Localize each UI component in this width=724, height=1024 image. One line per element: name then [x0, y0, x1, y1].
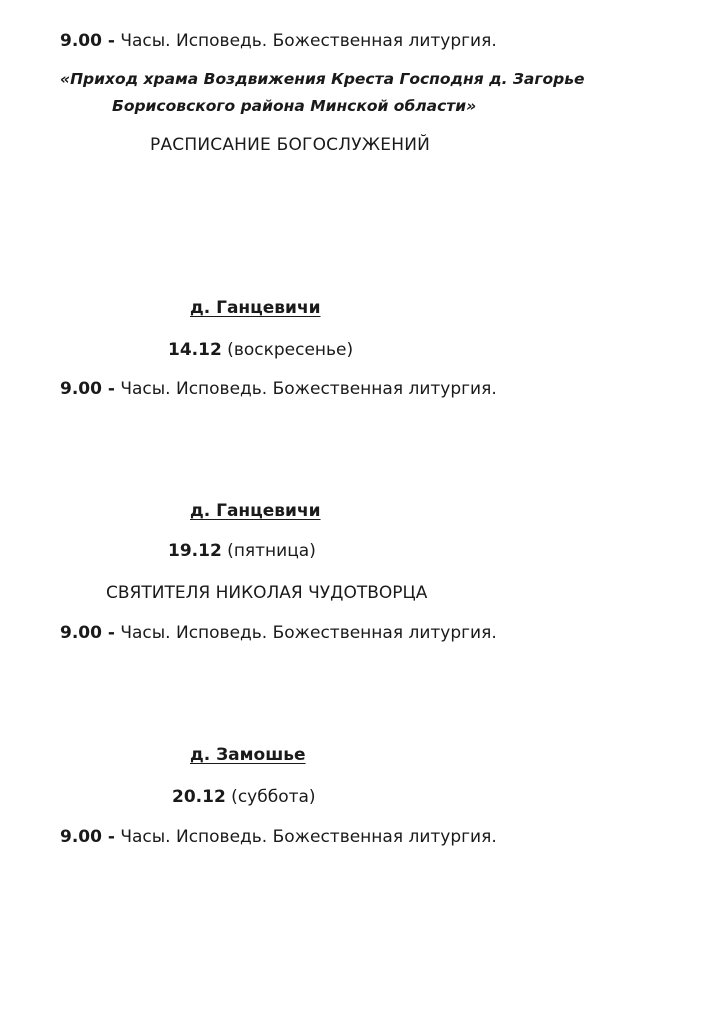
parish-header-line-1: «Приход храма Воздвижения Креста Господня д. Загорье — [60, 70, 585, 88]
service-time: 9.00 - — [60, 623, 115, 643]
service-date: 14.12 — [168, 340, 222, 360]
service-date: 20.12 — [172, 787, 226, 807]
service-text: Часы. Исповедь. Божественная литургия. — [114, 379, 497, 399]
service-line — [60, 622, 497, 644]
service-text: Часы. Исповедь. Божественная литургия. — [114, 623, 497, 643]
service-text: Часы. Исповедь. Божественная литургия. — [114, 31, 497, 51]
service-time: 9.00 - — [60, 379, 115, 399]
feast-name: СВЯТИТЕЛЯ НИКОЛАЯ ЧУДОТВОРЦА — [106, 583, 428, 603]
top-service-line — [60, 30, 497, 52]
service-time: 9.00 - — [60, 31, 115, 51]
service-line — [60, 378, 497, 400]
service-date-line — [168, 540, 316, 562]
service-date-line — [172, 786, 316, 808]
service-line — [60, 826, 497, 848]
village-name: д. Ганцевичи — [190, 298, 321, 318]
service-text: Часы. Исповедь. Божественная литургия. — [114, 827, 497, 847]
service-day: (воскресенье) — [221, 340, 354, 360]
service-day: (суббота) — [225, 787, 316, 807]
village-name: д. Замошье — [190, 745, 306, 765]
page-title: РАСПИСАНИЕ БОГОСЛУЖЕНИЙ — [150, 135, 431, 155]
village-name: д. Ганцевичи — [190, 501, 321, 521]
service-date: 19.12 — [168, 541, 222, 561]
service-date-line — [168, 339, 353, 361]
parish-header-line-2: Борисовского района Минской области» — [112, 97, 477, 115]
service-time: 9.00 - — [60, 827, 115, 847]
service-day: (пятница) — [221, 541, 316, 561]
